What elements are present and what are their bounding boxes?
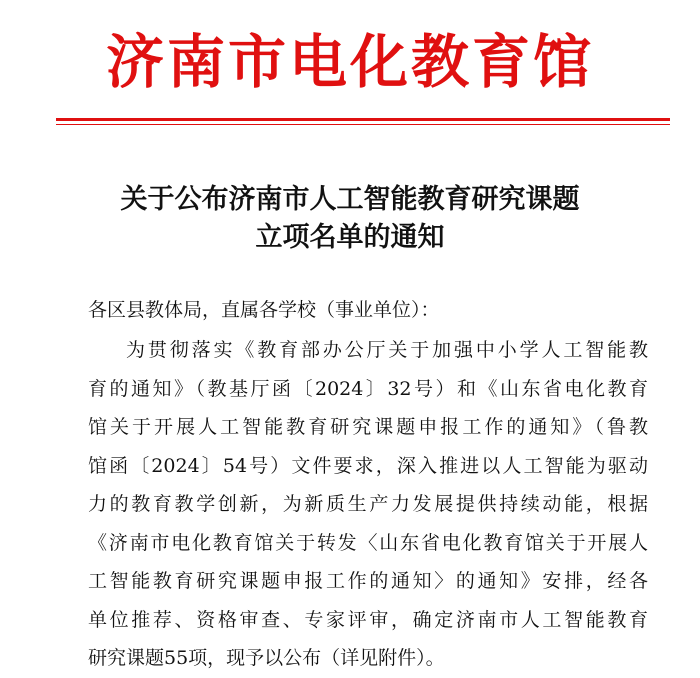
body-line: 为贯彻落实《教育部办公厅关于加强中小学人工智能教 [126,339,648,361]
body-line: 《济南市电化教育馆关于转发〈山东省电化教育馆关于开展人 [88,531,648,554]
header-divider-thick [56,118,670,121]
body-line: 馆关于开展人工智能教育研究课题申报工作的通知》（鲁教 [88,416,648,438]
body-line: 工智能教育研究课题申报工作的通知〉的通知》安排，经各 [88,570,648,592]
notice-title [0,181,700,257]
body-line: 力的教育教学创新，为新质生产力发展提供持续动能，根据 [88,493,648,515]
org-header-title: 济南市电化教育馆 [105,28,594,96]
body-line: 研究课题55项，现予以公布（详见附件）。 [88,647,445,669]
body-line: 单位推荐、资格审查、专家评审，确定济南市人工智能教育 [88,608,648,631]
notice-body-paragraph [88,331,648,678]
header-divider-thin [56,124,670,125]
body-line: 育的通知》（教基厅函〔2024〕32号）和《山东省电化教育 [88,377,648,400]
notice-title-line-2: 立项名单的通知 [255,222,445,253]
notice-salutation: 各区县教体局，直属各学校（事业单位）： [88,299,440,321]
body-line: 馆函〔2024〕54号）文件要求，深入推进以人工智能为驱动 [88,454,648,477]
notice-title-line-1: 关于公布济南市人工智能教育研究课题 [120,184,580,215]
